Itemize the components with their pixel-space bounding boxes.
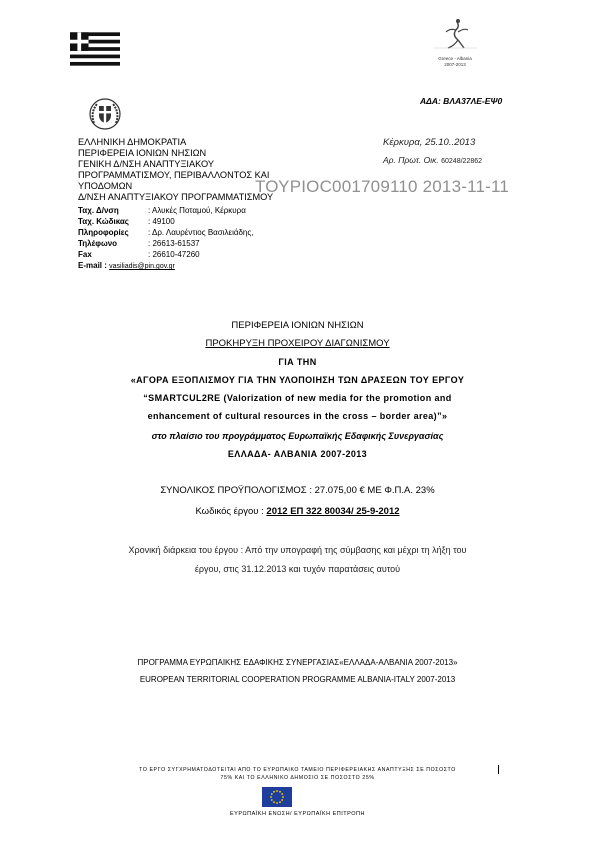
- logo-line-1: Greece - Albania: [438, 56, 472, 61]
- project-code: [0, 506, 595, 517]
- title-line-3: enhancement of cultural resources in the cross – border area)”»: [147, 411, 448, 421]
- contact-value: : Αλυκές Ποταμού, Κέρκυρα: [148, 206, 246, 215]
- sender-line: ΕΛΛΗΝΙΚΗ ΔΗΜΟΚΡΑΤΙΑ: [78, 137, 187, 148]
- contact-label: Fax: [78, 250, 92, 259]
- programme-line: ΕΛΛΑΔΑ- ΑΛΒΑΝΙΑ 2007-2013: [227, 449, 368, 459]
- protocol-label: Αρ. Πρωτ. Οικ.: [383, 155, 439, 165]
- programme-gr: ΠΡΟΓΡΑΜΜΑ ΕΥΡΩΠΑΙΚΗΣ ΕΔΑΦΙΚΗΣ ΣΥΝΕΡΓΑΣΙΑΣ«ΕΛΛΑΔΑ-ΑΛΒΑΝΙΑ 2007-2013»: [137, 658, 458, 667]
- divider: [498, 765, 499, 774]
- funding-note-2: 75% ΚΑΙ ΤΟ ΕΛΛΗΝΙΚΟ ΔΗΜΟΣΙΟ ΣΕ ΠΟΣΟΣΤΟ 25%: [220, 775, 375, 781]
- sender-line: ΓΕΝΙΚΗ Δ/ΝΣΗ ΑΝΑΠΤΥΞΙΑΚΟΥ: [78, 159, 215, 170]
- contact-email: [78, 261, 175, 272]
- notice-heading: ΠΡΟΚΗΡΥΞΗ ΠΡΟΧΕΙΡΟΥ ΔΙΑΓΩΝΙΣΜΟΥ: [205, 338, 390, 349]
- contact-postcode: [78, 217, 175, 227]
- sender-line: Δ/ΝΣΗ ΑΝΑΠΤΥΞΙΑΚΟΥ ΠΡΟΓΡΑΜΜΑΤΙΣΜΟΥ: [78, 192, 274, 203]
- greek-flag-icon: [70, 32, 120, 66]
- contact-phone: [78, 239, 200, 249]
- contact-value: : 26613-61537: [148, 239, 200, 248]
- contact-label: Πληροφορίες: [78, 228, 129, 237]
- logo-line-2: 2007-2013: [444, 62, 466, 67]
- budget-line: ΣΥΝΟΛΙΚΟΣ ΠΡΟΫΠΟΛΟΓΙΣΜΟΣ : 27.075,00 € ΜΕ Φ.Π.Α. 23%: [160, 485, 435, 496]
- email-link[interactable]: vasiliadis@pin.gov.gr: [109, 263, 175, 270]
- protocol-ref: [383, 155, 482, 165]
- place-date: Κέρκυρα, 25.10..2013: [383, 137, 476, 148]
- framework-line: στο πλαίσιο του προγράμματος Ευρωπαϊκής Εδαφικής Συνεργασίας: [151, 431, 444, 441]
- program-logo: [425, 18, 485, 70]
- for-heading: ΓΙΑ ΤΗΝ: [278, 357, 317, 367]
- funding-note-1: ΤΟ ΕΡΓΟ ΣΥΓΧΡΗΜΑΤΟΔΟΤΕΙΤΑΙ ΑΠΟ ΤΟ ΕΥΡΩΠΑΙΚΟ ΤΑΜΕΙΟ ΠΕΡΙΦΕΡΕΙΑΚΗΣ ΑΝΑΠΤΥΞΗΣ ΣΕ ΠΟΣΟΣΤΟ: [139, 767, 456, 773]
- contact-label: Τηλέφωνο: [78, 239, 118, 248]
- contact-label: Ταχ. Δ/νση: [78, 206, 119, 215]
- duration-line-1: Χρονική διάρκεια του έργου : Από την υπογραφή της σύμβασης και μέχρι τη λήξη του: [128, 545, 467, 555]
- registry-stamp: ΤΟΥΡΙΟC001709110 2013-11-11: [255, 177, 510, 196]
- contact-value: : Δρ. Λαυρέντιος Βασιλειάδης,: [148, 228, 254, 237]
- protocol-number: 60248/22862: [441, 158, 483, 165]
- greek-emblem-icon: [88, 97, 122, 131]
- contact-value: : 26610-47260: [148, 250, 200, 259]
- duration-line-2: έργου, στις 31.12.2013 και τυχόν παρατάσεις αυτού: [194, 564, 401, 574]
- sender-line: ΠΡΟΓΡΑΜΜΑΤΙΣΜΟΥ, ΠΕΡΙΒΑΛΛΟΝΤΟΣ ΚΑΙ: [78, 170, 270, 181]
- ada-code: ΑΔΑ: ΒΛΑ37ΛΕ-ΕΨ0: [420, 96, 503, 106]
- sender-line: ΠΕΡΙΦΕΡΕΙΑ ΙΟΝΙΩΝ ΝΗΣΙΩΝ: [78, 148, 207, 159]
- contact-info: [78, 228, 253, 238]
- contact-fax: [78, 250, 200, 260]
- email-label: E-mail :: [78, 261, 107, 270]
- dancer-logo-icon: [425, 18, 485, 54]
- project-code-value: 2012 ΕΠ 322 80034/ 25-9-2012: [266, 506, 400, 517]
- region-heading: ΠΕΡΙΦΕΡΕΙΑ ΙΟΝΙΩΝ ΝΗΣΙΩΝ: [231, 320, 364, 331]
- programme-en: EUROPEAN TERRITORIAL COOPERATION PROGRAMME ALBANIA-ITALY 2007-2013: [139, 675, 456, 684]
- eu-caption: ΕΥΡΩΠΑΪΚΗ ΕΝΩΣΗ/ ΕΥΡΩΠΑΪΚΗ ΕΠΙΤΡΟΠΗ: [229, 811, 365, 817]
- eu-flag-icon: [262, 787, 292, 807]
- project-code-label: Κωδικός έργου :: [195, 506, 267, 517]
- contact-value: : 49100: [148, 217, 175, 226]
- contact-label: Ταχ. Κώδικας: [78, 217, 129, 226]
- sender-line: ΥΠΟΔΟΜΩΝ: [78, 181, 133, 192]
- title-line-1: «ΑΓΟΡΑ ΕΞΟΠΛΙΣΜΟΥ ΓΙΑ ΤΗΝ ΥΛΟΠΟΙΗΣΗ ΤΩΝ ΔΡΑΣΕΩΝ ΤΟΥ ΕΡΓΟΥ: [130, 375, 465, 385]
- contact-address: [78, 206, 246, 216]
- title-line-2: “SMARTCUL2RE (Valorization of new media for the promotion and: [143, 393, 452, 403]
